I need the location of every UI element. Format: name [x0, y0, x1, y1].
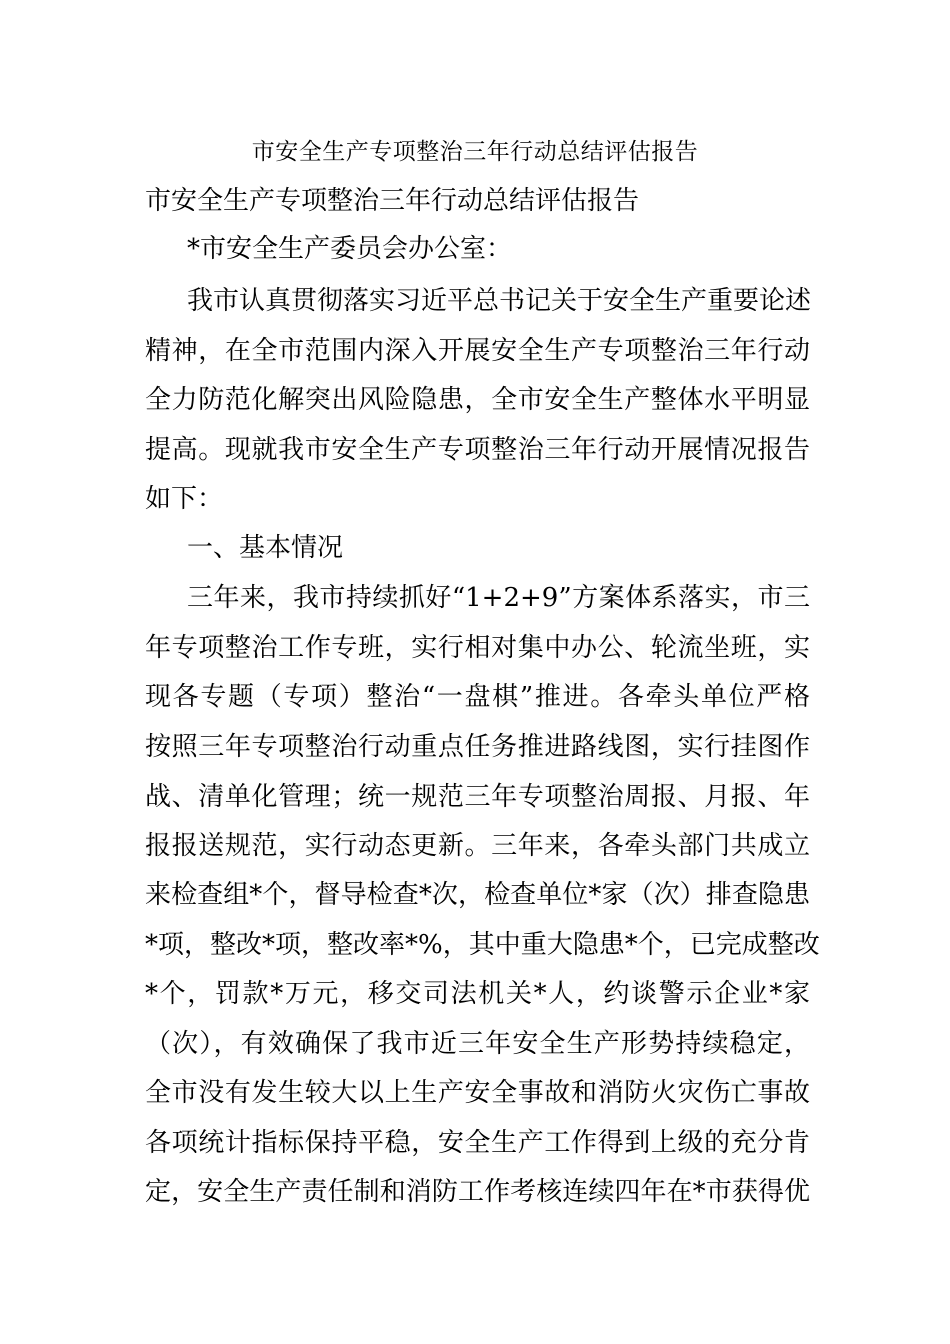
section-heading: 一、基本情况	[187, 533, 344, 563]
body-line: *个，罚款*万元，移交司法机关*人，约谈警示企业*家	[145, 979, 810, 1009]
body-line: *项，整改*项，整改率*%，其中重大隐患*个，已完成整改	[145, 930, 820, 960]
body-line: 战、清单化管理；统一规范三年专项整治周报、月报、年	[145, 782, 810, 812]
body-line: （次），有效确保了我市近三年安全生产形势持续稳定，	[145, 1029, 810, 1059]
intro-line: 全力防范化解突出风险隐患，全市安全生产整体水平明显	[145, 385, 810, 415]
body-line: 现各专题（专项）整治“一盘棋”推进。各牵头单位严格	[145, 682, 810, 712]
document-subtitle: 市安全生产专项整治三年行动总结评估报告	[145, 186, 640, 216]
body-line: 全市没有发生较大以上生产安全事故和消防火灾伤亡事故	[145, 1078, 810, 1108]
document-title: 市安全生产专项整治三年行动总结评估报告	[251, 139, 699, 165]
body-line: 按照三年专项整治行动重点任务推进路线图，实行挂图作	[145, 732, 810, 762]
intro-line: 如下：	[145, 484, 224, 514]
body-line: 各项统计指标保持平稳，安全生产工作得到上级的充分肯	[145, 1128, 810, 1158]
intro-line: 精神，在全市范围内深入开展安全生产专项整治三年行动	[145, 336, 810, 366]
body-line: 报报送规范，实行动态更新。三年来，各牵头部门共成立	[145, 831, 810, 861]
body-line: 三年来，我市持续抓好“1+2+9”方案体系落实，市三	[187, 583, 810, 613]
intro-line: 我市认真贯彻落实习近平总书记关于安全生产重要论述	[187, 286, 812, 316]
body-line: 年专项整治工作专班，实行相对集中办公、轮流坐班，实	[145, 633, 810, 663]
addressee: *市安全生产委员会办公室：	[187, 234, 513, 264]
body-line: 来检查组*个，督导检查*次，检查单位*家（次）排查隐患	[145, 880, 810, 910]
body-line: 定，安全生产责任制和消防工作考核连续四年在*市获得优	[145, 1177, 810, 1207]
intro-line: 提高。现就我市安全生产专项整治三年行动开展情况报告	[145, 435, 810, 465]
